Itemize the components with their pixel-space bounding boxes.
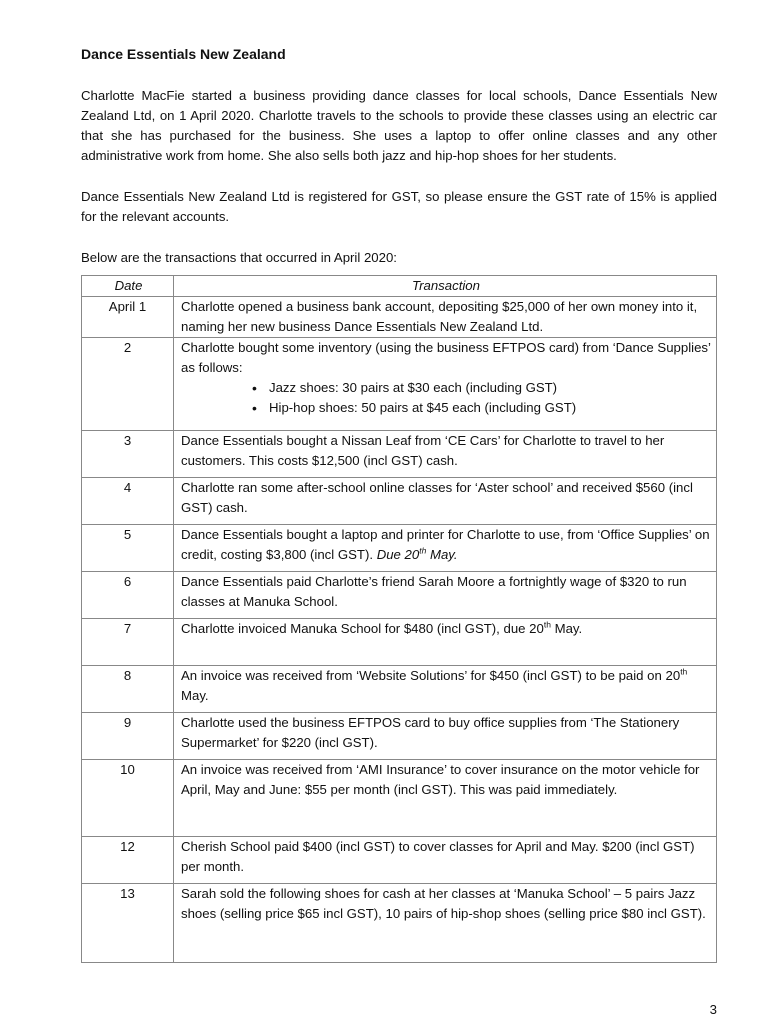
table-row: [82, 478, 717, 525]
table-row: [82, 338, 717, 431]
row-transaction: Charlotte used the business EFTPOS card to buy office supplies from ‘The Stationery Supermarket’ for $220 (incl GST).: [174, 713, 717, 760]
row-date: 9: [82, 713, 174, 760]
row-transaction: An invoice was received from ‘Website Solutions’ for $450 (incl GST) to be paid on 20th May.: [174, 666, 717, 713]
row-date: 7: [82, 619, 174, 666]
list-item: • Hip-hop shoes: 50 pairs at $45 each (including GST): [269, 398, 712, 418]
table-row: [82, 837, 717, 884]
row-transaction: Charlotte opened a business bank account, depositing $25,000 of her own money into it, naming her new business Dance Essentials New Zealand Ltd.: [174, 297, 717, 338]
row-transaction: [174, 338, 717, 431]
document-title: Dance Essentials New Zealand: [81, 46, 286, 62]
row-date: April 1: [82, 297, 174, 338]
table-row: [82, 884, 717, 963]
intro-paragraph: Charlotte MacFie started a business providing dance classes for local schools, Dance Essentials New Zealand Ltd, on 1 April 2020. Charlotte travels to the schools to provide these classes using an electric car that she has purchased for the business. She uses a laptop to offer online classes and any other administrative work from home. She also sells both jazz and hip-hop shoes for her students.: [81, 88, 717, 163]
transactions-intro: Below are the transactions that occurred in April 2020:: [81, 250, 397, 265]
row-date: 6: [82, 572, 174, 619]
document-page: [81, 44, 717, 963]
row-transaction: [174, 525, 717, 572]
row-date: 3: [82, 431, 174, 478]
row-transaction-text: Charlotte bought some inventory (using the business EFTPOS card) from ‘Dance Supplies’ as follows:: [181, 340, 711, 375]
row-date: 13: [82, 884, 174, 963]
list-item: • Jazz shoes: 30 pairs at $30 each (including GST): [269, 378, 712, 398]
inventory-list: [181, 378, 712, 418]
gst-paragraph: Dance Essentials New Zealand Ltd is registered for GST, so please ensure the GST rate of 15% is applied for the relevant accounts.: [81, 189, 717, 224]
table-row: [82, 760, 717, 837]
row-transaction: Charlotte invoiced Manuka School for $480 (incl GST), due 20th May.: [174, 619, 717, 666]
table-header-row: [82, 276, 717, 297]
transactions-table: [81, 275, 717, 963]
row-date: 8: [82, 666, 174, 713]
table-row: [82, 666, 717, 713]
table-row: [82, 297, 717, 338]
table-row: [82, 572, 717, 619]
row-transaction: Sarah sold the following shoes for cash at her classes at ‘Manuka School’ – 5 pairs Jazz shoes (selling price $65 incl GST), 10 pairs of hip-shop shoes (selling price $80 incl GST).: [174, 884, 717, 963]
page-number: 3: [709, 1002, 717, 1017]
row-transaction: Dance Essentials paid Charlotte’s friend Sarah Moore a fortnightly wage of $320 to run classes at Manuka School.: [174, 572, 717, 619]
table-row: [82, 619, 717, 666]
table-row: [82, 525, 717, 572]
row-transaction: Dance Essentials bought a Nissan Leaf from ‘CE Cars’ for Charlotte to travel to her customers. This costs $12,500 (incl GST) cash.: [174, 431, 717, 478]
row-transaction: Charlotte ran some after-school online classes for ‘Aster school’ and received $560 (incl GST) cash.: [174, 478, 717, 525]
table-row: [82, 431, 717, 478]
row-date: 5: [82, 525, 174, 572]
row-transaction-text: Dance Essentials bought a laptop and printer for Charlotte to use, from ‘Office Supplies’ on credit, costing $3,800 (incl GST).: [181, 527, 710, 562]
row-date: 10: [82, 760, 174, 837]
row-date: 4: [82, 478, 174, 525]
row-date: 12: [82, 837, 174, 884]
table-row: [82, 713, 717, 760]
date-column-header: Date: [82, 276, 174, 297]
row-date: 2: [82, 338, 174, 431]
due-date-note: Due 20th May.: [376, 545, 458, 562]
row-transaction: Cherish School paid $400 (incl GST) to cover classes for April and May. $200 (incl GST) per month.: [174, 837, 717, 884]
transaction-column-header: Transaction: [174, 276, 717, 297]
row-transaction: An invoice was received from ‘AMI Insurance’ to cover insurance on the motor vehicle for April, May and June: $55 per month (incl GST). This was paid immediately.: [174, 760, 717, 837]
